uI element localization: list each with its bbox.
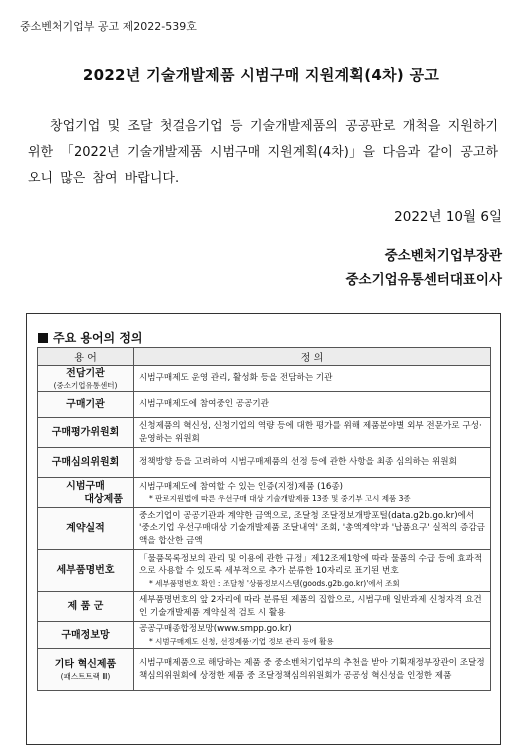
notice-number: 중소벤처기업부 공고 제2022-539호 <box>20 20 197 33</box>
term-cell <box>38 418 134 448</box>
signatory-minister: 중소벤처기업부장관 <box>384 248 502 264</box>
terms-table-body <box>38 366 491 691</box>
term-name: 구매심의위원회 <box>51 457 120 468</box>
body-text: 창업기업 및 조달 첫걸음기업 등 기술개발제품의 공공판로 개척을 지원하기 위한 「2022년 기술개발제품 시범구매 지원계획(4차)」을 다음과 같이 공고하오니 많은 참여 바랍니다. <box>28 119 498 186</box>
term-name: 구매평가위원회 <box>51 427 120 438</box>
term-name: 전담기관 <box>66 367 105 379</box>
section-title-text: 주요 용어의 정의 <box>53 331 143 345</box>
table-row <box>38 649 491 691</box>
square-bullet-icon <box>38 333 48 343</box>
term-cell <box>38 649 134 691</box>
definition-text: 정책방향 등을 고려하여 시범구매제품의 선정 등에 관한 사항을 최종 심의하는 위원회 <box>139 457 457 468</box>
definition-cell <box>134 392 491 418</box>
table-row <box>38 550 491 592</box>
definition-cell <box>134 592 491 622</box>
term-cell <box>38 392 134 418</box>
term-cell <box>38 592 134 622</box>
term-name: 계약실적 <box>66 523 105 534</box>
definition-text: 공공구매종합정보망(www.smpp.go.kr) <box>139 624 292 635</box>
table-row <box>38 366 491 392</box>
term-name: 구매정보망 <box>61 629 110 641</box>
term-cell <box>38 622 134 649</box>
term-name: 세부품명번호 <box>56 565 115 576</box>
definition-text: 중소기업이 공공기관과 계약한 금액으로, 조달청 조달정보개방포털(data.g2b.go.kr)에서 '중소기업 우선구매대상 기술개발제품 조달내역' 조회, '총액계약'과 '납품요구' 실적의 증감금액을 합산한 금액 <box>139 510 485 546</box>
term-cell <box>38 550 134 592</box>
definition-cell <box>134 622 491 649</box>
table-header-row <box>38 348 491 366</box>
definition-text: 세부품명번호의 앞 2자리에 따라 분류된 제품의 집합으로, 시범구매 일반과제 신청자격 요건인 기술개발제품 계약실적 검토 시 활용 <box>139 595 482 618</box>
table-row <box>38 418 491 448</box>
definition-cell <box>134 508 491 550</box>
body-paragraph <box>28 114 498 192</box>
definition-note: * 세부품명번호 확인 : 조달청 '상품정보시스템(goods.g2b.go.kr)'에서 조회 <box>149 578 400 588</box>
table-row <box>38 478 491 508</box>
signatory-ceo: 중소기업유통센터대표이사 <box>345 272 502 288</box>
definition-text: 시범구매제도 운영 관리, 활성화 등을 전담하는 기관 <box>139 373 333 384</box>
definition-cell <box>134 418 491 448</box>
table-row <box>38 392 491 418</box>
definition-text: 신청제품의 혁신성, 신청기업의 역량 등에 대한 평가를 위해 제품분야별 외부 전문가로 구성·운영하는 위원회 <box>139 421 482 444</box>
table-row <box>38 622 491 649</box>
term-name: 시범구매 <box>66 480 105 492</box>
term-cell <box>38 448 134 478</box>
definition-note: * 판로지원법에 따른 우선구매 대상 기술개발제품 13종 및 중기부 고시 제품 3종 <box>149 494 411 504</box>
term-name: 기타 혁신제품 <box>54 658 117 670</box>
section-title <box>38 329 143 346</box>
terms-table <box>37 347 491 691</box>
term-cell <box>38 366 134 392</box>
definition-cell <box>134 478 491 508</box>
term-subtitle: 대상제품 <box>84 493 123 505</box>
definition-text: 시범구매제도에 참여할 수 있는 인증(지정)제품 (16종) <box>139 481 344 492</box>
definition-cell <box>134 649 491 691</box>
table-row <box>38 448 491 478</box>
definition-text: 시범구매제품으로 해당하는 제품 중 중소벤처기업부의 추천을 받아 기획재정부장관이 조달정책심의위원회에 상정한 제품 중 조달정책심의위원회가 공공성 혁신성을 인정한 제품 <box>139 658 485 681</box>
table-row <box>38 592 491 622</box>
definition-text: 「물품목록정보의 관리 및 이용에 관한 규정」제12조제1항에 따라 물품의 수급 등에 효과적으로 사용할 수 있도록 세부적으로 추가 분류한 10자리로 표기된 번호 <box>139 553 483 576</box>
term-subtitle: (패스트트랙 Ⅲ) <box>60 671 111 681</box>
definition-cell <box>134 366 491 392</box>
term-subtitle: (중소기업유통센터) <box>53 380 118 390</box>
table-row <box>38 508 491 550</box>
definition-cell <box>134 550 491 592</box>
term-cell <box>38 508 134 550</box>
definition-cell <box>134 448 491 478</box>
header-term: 용 어 <box>38 348 134 366</box>
notice-date: 2022년 10월 6일 <box>394 209 502 225</box>
header-definition: 정 의 <box>134 348 491 366</box>
page-title: 2022년 기술개발제품 시범구매 지원계획(4차) 공고 <box>82 66 440 84</box>
definition-text: 시범구매제도에 참여중인 공공기관 <box>139 399 269 410</box>
definition-note: * 시범구매제도 신청, 선정제품·기업 정보 관리 등에 활용 <box>149 636 334 646</box>
term-name: 제 품 군 <box>67 601 104 612</box>
term-cell <box>38 478 134 508</box>
term-name: 구매기관 <box>66 399 105 410</box>
